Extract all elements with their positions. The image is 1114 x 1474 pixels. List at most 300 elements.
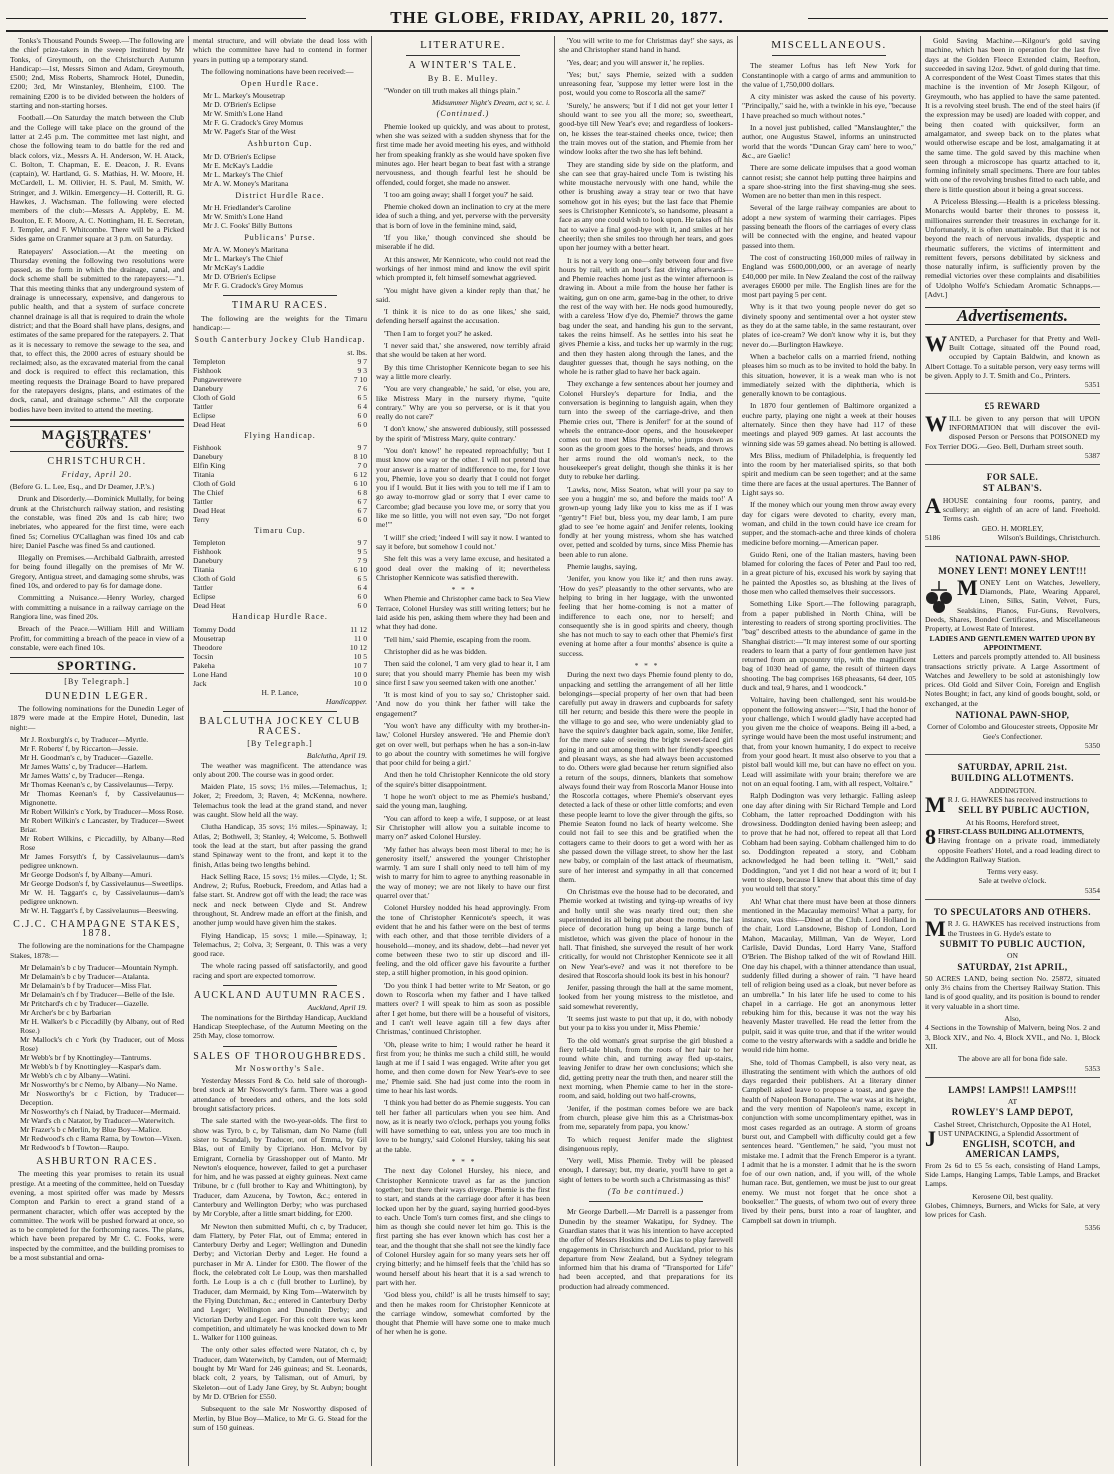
leger-intro: The following nominations for the Dunedin Leger of 1879 were made at the Empire Hotel, Dunedin, last night:—: [10, 704, 184, 732]
ad-sections: 4 Sections in the Township of Malvern, being Nos. 2 and 3, Block XIV., and No. 4, Block XVII., and No. 1, Block XII.: [925, 1023, 1100, 1051]
story-para: 'Yes; but,' says Phemie, seized with a sudden unreasoning fear, 'suppose my letter were lost in the post, would you come to Roscorla all the same?': [559, 69, 733, 98]
table-row: Titania 6 12: [193, 470, 367, 480]
story-para: 'Lawks, now, Miss Seaton, what will your pa say to see you a huggin' me so, and before the maids too!' A grown-up young lady like you to kiss me as if I was "gentry"! Fie! but, bless you, my dear lamb, I am pure glad to see 'ee home again' and Jenifer relents, looking fondly at her young mistress, whom she has watched over, petted and scolded by turns, since Miss Phemie has been able to run alone.: [559, 484, 733, 559]
balclutha-summary: The whole racing passed off satisfactorily, and good racing and sport are expected tomorrow.: [193, 961, 367, 980]
list-item: Mr Mallock's ch c York (by Traducer, out of Moss Rose): [20, 1035, 184, 1054]
subheading-flying-handicap: Flying Handicap.: [244, 430, 316, 440]
list-item: Mr Robert Wilkin's c York, by Traducer—Moss Rose.: [20, 806, 184, 816]
balclutha-weather: The weather was magnificent. The attendance was only about 200. The course was in good order.: [193, 760, 367, 779]
story-para: Jenifer, passing through the hall at the same moment, looked from her young mistress to the mistletoe, and said somewhat reverently,: [559, 983, 733, 1011]
story-para: Christopher did as he was bidden.: [384, 646, 487, 656]
table-row: Lone Hand 10 0: [193, 669, 367, 679]
lot-description: FIRST-CLASS BUILDING ALLOTMENTS,: [938, 826, 1084, 836]
story-para: And then he told Christopher Kennicote the old story of the squire's bitter disappointment.: [376, 770, 550, 789]
balclutha-clutha: Clutha Handicap, 35 sovs; 1½ miles.—Spinaway, 1; Atlas, 2; Bothwell, 3; Stanley, 4; Welcome, 5. Bothwell took the lead at the start, but after passing the grand stand Spinaway went to the front, and kept it to the finish, Atlas being two lengths behind.: [193, 822, 367, 869]
court-bench: (Before G. L. Lee, Esq., and Dr Deamer, J.P.'s.): [10, 482, 155, 492]
table-row: Dead Heat 6 0: [193, 601, 367, 611]
handicapper-title: Handicapper.: [325, 697, 367, 707]
article-gold-saving: Gold Saving Machine.—Kilgour's gold saving machine, which has been in operation for the last five days at the Golden Fleece Extended claim, Reefton, succeeded in saving 12oz. 9dwt. of gold during that time. A correspondent of the West Coast Times states that this machine is the invention of Mr Joseph Kilgour, of Greymouth, who has applied to have the same patented. It is a revolving steel brush. The end of the steel hairs (if the expression may be used) are loaded with copper, and being then coated with quicksilver, form an amalgamator, and sweep back on to the plates what would otherwise escape and be lost, amalgamating it at the same time. The gold saved by this machine when seen through a microscope has quartz attached to it, forming infinitely small specimens. There are four tables with one of the revolving brushes fitted to each table, and there is little question about it being a great success.: [925, 36, 1100, 194]
ad-title-2: NATIONAL PAWN-SHOP,: [955, 710, 1070, 720]
story-para: 'God bless you, child!' is all he trusts himself to say; and then he makes room for Christopher Kennicote at the carriage window, somewhat comforted by the thought that Phemie will have some one to make much of her when he is gone.: [376, 1290, 550, 1337]
ad-reference: 5351: [1084, 380, 1100, 390]
table-row: Tattler 6 4: [193, 583, 367, 593]
list-item: Mr W. Smith's Lone Hand: [203, 109, 283, 119]
ad-body: HOUSE containing four rooms, pantry, and scullery; an eighth of an acre of land. Freehold. Terms cash.: [942, 495, 1100, 524]
article-ashburton: The meeting this year promises to retain its usual prestige. At a meeting of the committee, held on Tuesday evening, a most spirited offer was made by Messrs Compton and Parkin to erect a grand stand of a permanent character, which offer was accepted by the committee. The work will be pushed forward at once, so as to be completed for the forthcoming races. The plans, which have been prepared by Mr C. C. Fooks, were inspected by the committee, and the building promises to be a most substantial and orna-: [10, 1169, 184, 1263]
story-para: To which request Jenifer made the slightest disingenuous reply,: [559, 1134, 733, 1153]
list-item: Mr H. Walker's b c Piccadilly (by Albany, out of Red Rose.): [20, 1017, 184, 1036]
ad-prices: From 2s 6d to £5 5s each, consisting of Hand Lamps, Side Lamps, Hanging Lamps, Table Lamps, and Bracket Lamps.: [925, 1160, 1100, 1189]
list-item: Mr J. Roxburgh's c, by Traducer—Myrtle.: [20, 734, 149, 744]
misc-item: The steamer Loftus has left New York for Constantinople with a cargo of arms and ammunition to the value of 1,750,000 dollars.: [742, 61, 916, 89]
drop-cap: A: [925, 492, 941, 518]
ad-building-allotments: [925, 758, 1100, 900]
story-para: 'Very well, Miss Phemie. Treby will be pleased enough, I daresay; but, my dearie, you'll have to get a sight of letters to be worth such a Christmassing as this!': [559, 1156, 733, 1184]
continued-note: (Continued.): [436, 109, 490, 119]
cjc-intro: The following are the nominations for the Champagne Stakes, 1878:—: [10, 941, 184, 960]
dateline: Auckland, April 19.: [307, 1003, 367, 1013]
table-row: Danebury 7 9: [193, 556, 367, 566]
ad-auction-line: SELL BY PUBLIC AUCTION,: [958, 805, 1090, 816]
list-item: Mr Webb's ch c by Albany—Watini.: [20, 1071, 131, 1081]
ad-reference: 5356: [1084, 1222, 1100, 1232]
table-row: Fishhook 9 5: [193, 547, 367, 557]
list-item: Mr D. O'Brien's Eclipse: [203, 100, 276, 110]
divider: [772, 55, 886, 56]
divider: [10, 419, 184, 421]
list-item: Mr W. H. Taggart's f, by Cassivelaunus—Beeswing.: [20, 905, 179, 915]
ad-lamp-types: ENGLISH, SCOTCH, and AMERICAN LAMPS,: [962, 1139, 1076, 1159]
columns: [6, 36, 1108, 1466]
story-para: It is not a very long one—only between four and five hours by rail, with an hour's fast driving afterwards—and Phemie reaches home just as the winter afternoon is drawing in. About a mile from the house her father is waiting, gun on one arm, game-bag in the other, to drive the rest of the way with her. He nods good humouredly, with a careless 'How d'ye do, Phemie?' throws the game bag under the seat, and handing his gun to the servant, takes the reins himself. As he settles into his seat he gives Phemie a kiss, and tucks her up warmly in the rug; and then they hasten along through the lanes, and the daughter guesses that, though he says nothing, on the whole he is rather glad to have her back again.: [559, 255, 733, 377]
ashburton-cup-list: [193, 152, 367, 188]
story-para: 'Tell him,' said Phemie, escaping from the room.: [384, 634, 531, 644]
epigraph-quote: "Wonder on till truth makes all things plain.": [384, 85, 521, 95]
story-para: She felt this was a very lame excuse, and hesitated a good deal over the making of it; nevertheless Christopher Kennicote was satisfied therewith.: [376, 554, 550, 582]
list-item: Mr W. Smith's Lone Hand: [203, 212, 283, 222]
story-para: 'Oh, please write to him; I would rather he heard it first from you; he thinks me such a child still, he would laugh at me if I said I was engaged. Write after you get home, and then come down for New Year's-eve to see me,' Phemie said. She had just come into the room in time to hear his last words.: [376, 1039, 550, 1095]
drop-cap: W: [925, 330, 947, 356]
table-row: The Chief 6 8: [193, 488, 367, 498]
story-para: Phemie choked down an inclination to cry at the mere idea of such a thing, and yet, perverse with the perversity that is born of love in the feminine mind, said,: [376, 202, 550, 230]
subheading-sc-handicap: South Canterbury Jockey Club Handicap.: [194, 335, 366, 345]
list-item: Mr Frazer's b c Merlin, by Blue Boy—Malice.: [20, 1125, 162, 1135]
section-break: * * *: [451, 585, 475, 595]
list-item: Mr Redwood's b f Towton—Raupo.: [20, 1143, 129, 1153]
list-item: Mr Pritchard's ch c by Traducer—Gazelle.: [20, 999, 149, 1009]
list-item: Mr George Dodson's f, by Albany—Amuri.: [20, 869, 153, 879]
court-drunk: Drunk and Disorderly.—Dominick Mullally, for being drunk at the Christchurch railway station, and resisting the constable, was fined 20s and 1s cab hire; two inebriates, who appeared for the first time, were each fined 5s; Cornelius O'Callaghan was fined 10s and cab hire; Daniel Pasche was fined 5s and cautioned.: [10, 494, 184, 550]
balclutha-maiden: Maiden Plate, 15 sovs; 1½ miles.—Telemachus, 1; Joker, 2; Freedom, 3; Raven, 4; McKenna, nowhere. Telemachus took the lead at the grand stand, and never was caught. Slow held all the way.: [193, 782, 367, 820]
epigraph-source: Midsummer Night's Dream, act v, sc. i.: [431, 98, 550, 108]
ad-cottage: [925, 331, 1100, 395]
ad-reference: 5353: [1084, 1063, 1100, 1073]
balclutha-flying: Flying Handicap, 15 sovs; 1 mile.—Spinaway, 1; Telemachus, 2; Colva, 3; Sergeant, 0. This was a very good race.: [193, 930, 367, 959]
misc-item: She, told of Thomas Campbell, is also very neat, as illustrating the sentiment with which the authors of old days regarded their publishers. At a literary dinner Campbell asked leave to propose a toast, and gave the health of Napoleon Bonaparte. The war was at its height, and the very mention of Napoleon's name, except in conjunction with some uncomplimentary epithet, was in most cases regarded as an outrage. A storm of groans burst out, and Campbell with difficulty could get a few sentences heard. "Gentlemen," he said, "you must not mistake me. I admit that the French Emperor is a tyrant. I admit that he is a monster. I admit that he is the sworn foe of our own nation, and, if you will, of the whole human race. But, gentlemen, we must be just to our great enemy. We must not forget that he once shot a bookseller." The guests, of whom two out of every three lived by their pens, burst into a roar of laughter, and Campbell sat down in triumph.: [742, 1057, 916, 1225]
ad-address: Wilson's Buildings, Christchurch.: [997, 532, 1100, 542]
weights-unit: st. lbs.: [347, 347, 367, 357]
drop-cap: M: [957, 574, 978, 600]
ad-address: Cashel Street, Christchurch, Opposite the A1 Hotel,: [933, 1119, 1092, 1129]
story-para: 'I don't know,' she answered dubiously, still possessed by the spirit of 'Mistress Mary, quite contrary.': [376, 424, 550, 443]
story-para: On Christmas eve the house had to be decorated, and Phemie worked at twisting and tying-up wreaths of ivy and holly until she was nearly tired out; then she superintended its all being put about the rooms, the last piece of decoration hung up being a large bunch of mistletoe, which was given the place of honour in the hall. That finished, she surveyed the result of her work critically, for would not Christopher Kennicote see it all on New Year's-eve? and was it not therefore to be desired that Roscorla should look its best in his honour?: [559, 887, 733, 980]
ad-body: ONEY Lent on Watches, Jewellery, Diamonds, Plate, Wearing Apparel, Linen, Silks, Satin, Velvet, Furs, Sealskins, Pianos, Fur-Guns, Revolvers, Deeds, Shares, Bonded Certificates, and Miscellaneous Property, at Lowest Rate of Interest.: [925, 577, 1100, 634]
section-break: * * *: [634, 661, 658, 670]
list-item: Mr Delamain's b c by Traducer—Atalanta.: [20, 972, 150, 982]
list-item: Mr Ward's ch c Natator, by Traducer—Waterwitch.: [20, 1116, 175, 1126]
table-row: Pakeha 10 7: [193, 660, 367, 670]
list-item: Mr James Forsyth's f, by Cassivelaunus—dam's pedigree unknown.: [20, 851, 184, 870]
subheading-handicap-hurdle: Handicap Hurdle Race.: [232, 612, 328, 622]
ad-body: ILL be given to any person that will UPON INFORMATION that will discover the evil-disposed Person or Persons that POISONED my Fox Terrier DOG.—Geo. Bell, Durham street south.: [925, 413, 1100, 451]
list-item: Mr L. Markey's Mousetrap: [203, 91, 285, 101]
sale-merlin: Subsequent to the sale Mr Nosworthy disposed of Merlin, by Blue Boy—Malice, to Mr G. G. Stead for the sum of 150 guineas.: [193, 1404, 367, 1432]
heading-dunedin-leger: DUNEDIN LEGER.: [45, 690, 149, 702]
story-para: 'It is most kind of you to say so,' Christopher said. 'And now do you think her father will take the engagement?': [376, 690, 550, 718]
story-para: 'I too am going away; shall I forget you?' he said.: [384, 189, 534, 199]
story-para: To the old woman's great surprise the girl blushed a fiery tell-tale blush, from the roots of her hair to her round white chin, and turning away fled up-stairs, leaving Jenifer to draw her own conclusions; which she did, getting pretty near the truth then, and nearer still the next morning, when Phemie came to her in the store-room, and said, holding out two half-crowns,: [559, 1035, 733, 1101]
sale-intro: Yesterday Messrs Ford & Co. held sale of thorough-bred stock at Mr Nosworthy's farm. There was a good attendance of breeders and others, and the lots sold brought satisfactory prices.: [193, 1076, 367, 1114]
story-byline: By B. E. Mulley.: [427, 73, 499, 83]
misc-item: In 1870 four gentlemen of Baltimore organized a euchre party, playing one night a week at their houses alternately. Since then they have had 117 of these meetings and played 909 games. At last accounts the winning side was 59 games ahead. No betting is allowed.: [742, 401, 916, 448]
table-row: Elfin King 7 0: [193, 461, 367, 471]
story-para: 'I think it is nice to do as one likes,' she said, defending herself against the accusation.: [376, 307, 550, 326]
table-row: Tattler 6 7: [193, 497, 367, 507]
story-para: 'I never said that,' she answered, now terribly afraid that she would be taken at her word.: [376, 341, 550, 360]
ad-speculators: [925, 903, 1100, 1078]
subheading-nosworthy-sale: Mr Nosworthy's Sale.: [235, 1063, 325, 1073]
ad-oil: Kerosene Oil, best quality.: [972, 1191, 1053, 1201]
column-1: [6, 36, 189, 1466]
pawnbroker-balls-icon: [925, 580, 953, 614]
balclutha-hack: Hack Selling Race, 15 sovs; 1½ miles.—Clyde, 1; St. Andrew, 2; Rufus, Roebuck, Freedom, and Atlas had a false start. St. Andrew got off with the lead; the race was neck and neck between Clyde and St. Andrew throughout, St. Andrew made an effort at the finish, and another jump would have given him the stakes.: [193, 871, 367, 928]
ad-bona-fide: The above are all for bona fide sale.: [957, 1054, 1068, 1064]
column-2: [189, 36, 372, 1466]
list-item: Mr L. Markey's The Chief: [203, 169, 283, 179]
table-row: Pungawerewere 7 10: [193, 374, 367, 384]
handicapper-name: H. P. Lance,: [261, 687, 299, 697]
list-item: Mr A. W. Money's Maritana: [203, 245, 289, 255]
story-para: 'Then I am to forget you?' he asked.: [384, 328, 493, 338]
story-para: Phemie looked up quickly, and was about to protest, when she was seized with a sudden shyness that for the first time made her avoid meeting his eyes, and withhold her from speaking frankly as she would have spoken five minutes ago. Her heart began to beat fast with a strange nervousness, and though fearful lest he should be offended, could forget, she made no answer.: [376, 121, 550, 187]
list-item: Mr J. C. Fooks' Billy Buttons: [203, 221, 293, 231]
table-row: Mousetrap 11 0: [193, 633, 367, 643]
story-para: By this time Christopher Kennicote began to see his way a little more clearly.: [376, 362, 550, 381]
court-peace: Breach of the Peace.—William Hill and William Profitt, for committing a breach of the peace in view of a constable, were each fined 10s.: [10, 624, 184, 652]
list-item: Mr A. W. Money's Maritana: [203, 178, 289, 188]
subheading-timaru-cup: Timaru Cup.: [254, 526, 306, 536]
divider: [406, 55, 520, 56]
ad-terms: Terms very easy.: [986, 867, 1039, 877]
ad-date: SATURDAY, 21st APRIL,: [957, 961, 1068, 972]
ad-address: Corner of Colombo and Gloucester streets, Opposite Mr Gee's Confectioner.: [927, 722, 1098, 741]
list-item: Mr W. H. Taggart's c, by Cassivelaunus—dam's pedigree unknown.: [20, 887, 184, 906]
timaru-intro: The following are the weights for the Timaru handicap:—: [193, 313, 367, 332]
court-premises: Illegally on Premises.—Archibald Galbraith, arrested for being found illegally on the premises of Mr W. Gregory, Antigua street, and damaging some shrubs, was fined 10s, and ordered to pay 6s for damage done.: [10, 553, 184, 591]
table-row: Cloth of Gold 6 5: [193, 392, 367, 402]
column-3: [372, 36, 555, 1466]
misc-item: Ah! What chat there must have been at those dinners mentioned in the Macaulay memoirs! What a party, for instance, was this—Dined at the Club. Lord Holland in the chair, Lord Lansdowne, Bishop of London, Lord Mahon, Macaulay, Millman, Van de Weyer, Lord Carlisle, David Dundas, Lord Harry Vane, Stafford O'Brien. The Bishop talked of the wit of Rowland Hill. One day his chapel, with a thinner attendance than usual, suddenly filled during a shower of rain. "I have heard tell of religion being used as a cloak, but never before as an umbrella." In his later life he used to come to his chapel in a carriage. He got an anonymous letter rebuking him for this, because it was not the way his heavenly Master travelled. He read the letter from the pulpit, said it was quite true, and that if the writer would come to the vestry afterwards with a saddle and bridle he would ride him home.: [742, 896, 916, 1055]
ad-notice: LADIES AND GENTLEMEN WAITED UPON BY APPOINTMENT.: [929, 633, 1096, 652]
story-para: They are standing side by side on the platform, and she can see that gray-haired uncle Tom is twisting his white moustache nervously with one hand, while the other is brushing away a stray tear or two that have somehow got in his eyes; but the last face that Phemie sees is Christopher Kennicote's, so handsome, pleasant a face as any one could wish to look upon. He takes off his hat to waive a final good-bye with it, and smiles at her cheerily; then she smiles too through her tears, and goes upon her journey with a better heart.: [559, 159, 733, 253]
ad-subtitle: ST ALBAN'S.: [982, 483, 1043, 494]
table-row: Cloth of Gold 6 5: [193, 574, 367, 584]
ad-body: UST UNPACKING, a Splendid Assortment of: [938, 1128, 1079, 1138]
story-para: 'You might have given a kinder reply than that,' he said.: [376, 285, 550, 304]
telegraph-note: [By Telegraph.]: [247, 738, 313, 748]
story-para: 'If you like,' though convinced she should be miserable if he did.: [376, 233, 550, 252]
ad-title: TO SPECULATORS AND OTHERS.: [933, 907, 1092, 918]
misc-item: Several of the large railway companies are about to adopt a new system of warming their carriages. Pipes passing beneath the floors of the carriages of every class will be connected with the engine, and heated vapour passed into them.: [742, 203, 916, 250]
story-para: 'Do you think I had better write to Mr Seaton, or go down to Roscorla when my father and I have talked matters over? I will speak to him as soon as possible after I get home, but there will be a houseful of visitors, and I can't well leave again till a few days after Christmas,' continued Christopher.: [376, 980, 550, 1037]
list-item: Mr James Watts' c, by Traducer—Renga.: [20, 770, 145, 780]
ad-land: 50 ACRES LAND, being section No. 25872, situated only 3½ chains from the Chertsey Railway Station. This land is of good quality, and its position is bound to render it very valuable in a short time.: [925, 973, 1100, 1011]
misc-item: If the money which our young men throw away every day for cigars were devoted to charity, every man, woman, and child in the town could have ice cream for supper, and the stomach-ache and three kinds of cholera medicine before morning.—American paper.: [742, 500, 916, 547]
ad-for-sale: [925, 468, 1100, 547]
sc-handicap-table: [193, 357, 367, 429]
list-item: Mr H. Goodman's c, by Traducer—Gazelle.: [20, 752, 153, 762]
ad-title: £5 REWARD: [984, 401, 1041, 412]
column-6: [921, 36, 1104, 1466]
list-item: Mr Nosworthy's ch f Naiad, by Traducer—Mermaid.: [20, 1107, 181, 1117]
misc-item: In a novel just published, called "Manslaughter," the author, one Augustus Stawel, informs an uninstructed world that the words "Duncan Gray cam' here to woo," &c., are Gaelic!: [742, 123, 916, 160]
cjc-list: [10, 963, 184, 1152]
story-title: A WINTER'S TALE.: [408, 60, 518, 72]
table-row: Dead Heat 6 7: [193, 506, 367, 516]
ad-reference: 5387: [1084, 450, 1100, 460]
article-darrell: Mr George Darbell.—Mr Darrell is a passenger from Dunedin by the steamer Wakatipu, for Sydney. The Guardian states that it was his intention to have accepted the offer of Messrs Hoskins and De Lias to play farewell engagements in Christchurch and Auckland, prior to his departure from New Zealand, but a Sydney telegram informed him that his drama of "Transported for Life" had been accepted, and that preparations for its production had already commenced.: [559, 1207, 733, 1291]
list-item: Mr E. McKay's Laddie: [203, 160, 273, 170]
ad-body-2: Having frontage on a private road, immediately opposite Feathers' Hotel, and a road leading direct to the Addington Railway Station.: [925, 836, 1100, 864]
list-item: Mr F. G. Cradock's Grey Momus: [203, 118, 304, 128]
divider: [223, 295, 337, 296]
ad-shop: ROWLEY'S LAMP DEPOT,: [951, 1107, 1074, 1118]
ad-body-2: Letters and parcels promptly attended to. All business transactions strictly private. A Large Assortment of Watches and Jewellery to be sold at astonishingly low prices. Old Gold and Silver Coin, Foreign and English Notes Bought; in fact, any kind of goods bought, sold, or exchanged, at the: [925, 652, 1100, 708]
story-para: 'You are very changeable,' he said, 'or else, you are, like Mistress Mary in the nursery rhyme, "quite contrary." Why are you so perverse, or is it that you really do not care?': [376, 384, 550, 422]
auckland-note: The nominations for the Birthday Handicap, Auckland Handicap Steeplechase, of the Autumn Meeting on the 25th May, close tomorrow.: [193, 1012, 367, 1041]
ad-time: Sale at twelve o'clock.: [978, 876, 1047, 886]
story-para: 'You won't have any difficulty with my brother-in-law,' Colonel Hursley answered. 'He and Phemie don't get on over well, but perhaps when he has a son-in-law to go about the country with sometimes he will forgive that poor child for being a girl.': [376, 721, 550, 768]
subheading-open-hurdle: Open Hurdle Race.: [240, 79, 320, 89]
column-5: [738, 36, 921, 1466]
list-item: Mr Delamain's b f by Traducer—Miss Flat.: [20, 981, 152, 991]
ad-body: R J. G. HAWKES has received instructions from the Trustees in G. Hyde's estate to: [947, 919, 1100, 938]
ad-pawn-shop: [925, 550, 1100, 755]
list-item: Mr Nosworthy's br c Nemo, by Albany—No Name.: [20, 1080, 178, 1090]
misc-item: Mrs Bliss, medium of Philadelphia, is frequently led into the room by her materialised spirits, so that both spirit and medium can be seen together; and at the same time there are faces at the usual apertures. The Banner of Light says so.: [742, 450, 916, 498]
story-para: 'You will write to me for Christmas day!' she says, as she and Christopher stand hand in hand.: [559, 36, 733, 55]
list-item: Mr D. O'Brien's Eclipse: [203, 272, 276, 282]
list-item: Mr Nosworthy's br c Fiction, by Traducer—Deception.: [20, 1089, 184, 1108]
ad-on: ON: [1007, 951, 1018, 961]
drop-cap: M: [925, 792, 946, 818]
story-para: 'You don't know!' he repeated reproachfully; 'but I must know one way or the other. I will not pretend that your answer is a matter of indifference to me, for I love you, Phemie, love you so dearly that I could not forget you if I would. But it lies with you to tell me if I am to go away to-morrow glad or sorry that I ever came to Carcombe; glad because you love me, or sorry that you like me so little, you will not even say, "Do not forget me!"': [376, 445, 550, 530]
list-item: Mr Redwood's ch c Rama Rama, by Towton—Vixen.: [20, 1134, 183, 1144]
story-para: 'Surely,' he answers; 'but if I did not get your letter I should want to see you all the more; so, sweetheart, good-bye till New Year's eve; and regardless of lookers-on, he kisses the tear-stained cheeks once, twice; then the train moves out of the station, and Phemie from her window looks after the two she has left behind.: [559, 100, 733, 157]
subheading-ashburton-cup: Ashburton Cup.: [247, 139, 313, 149]
story-para: The next day Colonel Hursley, his niece, and Christopher Kennicote travel as far as the junction together; but there their ways diverge. Phemie is the first to start, and stands at the carriage door after it has been locked upon her by the guard, saying hurried good-byes to each. Uncle Tom's turn comes first, and she clings to him as though she could never let him go. This is the first parting she has ever known which has cost her a tear, and the thought that she shall not see the kindly face of Colonel Hursley again for so many years sets her off crying bitterly; and he himself feels that the 'child has so wound herself about his heart that it is a sad wrench to part with her.: [376, 1166, 550, 1287]
sale-mufti: Mr Newton then submitted Mufti, ch c, by Traducer, dam Flattery, by Peter Flat, out of Emma; entered in Canterbury Derby and Leger; Wellington and Dunedin Derby; and Victorian Derby and Leger. He found a purchaser in Mr A. Linder for £300. The flower of the flock, the celebrated colt Le Loup, was then marshalled forth. Le Loup is a ch c (full brother to Lurline), by Traducer, dam Mermaid, by King Tom—Waterwitch by the Flying Dutchman, &c.; entered in Canterbury Derby and Leger; Wellington and Dunedin Derby; and Victorian Derby and Leger. For this colt there was keen competition, and ultimately he was knocked down to Mr L. Walker for 1100 guineas.: [193, 1221, 367, 1343]
story-para: 'You can afford to keep a wife, I suppose, or at least Sir Christopher will allow you a suitable income to marry on?' asked Colonel Hursley.: [376, 813, 550, 842]
story-para: 'It seems just waste to put that up, it do, with nobody but your pa to kiss you under it, Miss Phemie.': [559, 1013, 733, 1033]
ad-footer: [925, 533, 1100, 542]
story-para: Colonel Hursley nodded his head approvingly. From the tone of Christopher Kennicote's speech, it was evident that he and his father were on the best of terms with each other, and that those terrible dividers of a household—money, and its shadow, debt—had never yet come between these two to stir up discord and ill-feeling, and the old officer gave his favourite a further step, a still higher promotion, in his good opinion.: [376, 903, 550, 978]
ad-subtitle: BUILDING ALLOTMENTS.: [950, 773, 1075, 784]
misc-item: Why is it that two young people never do get so divinely spoony and sentimental over a hot oyster stew as they do at the same table, in the same restaurant, over plates of ice-cream? We don't know why it is, but they never do.—Burlington Hawkeye.: [742, 302, 916, 349]
table-row: Templeton 9 7: [193, 538, 367, 548]
table-row: Cloth of Gold 6 10: [193, 479, 367, 489]
list-item: Mr Archer's br c by Barbarian: [20, 1008, 111, 1018]
subheading-publicans-purse: Publicans' Purse.: [244, 233, 316, 243]
heading-miscellaneous: MISCELLANEOUS.: [771, 39, 887, 51]
timaru-cup-table: [193, 538, 367, 610]
story-para: Phemie laughs, saying,: [567, 562, 638, 572]
ad-body: ANTED, a Purchaser for that Pretty and Well-Built Cottage, situated off the Pound road, occupied by Captain Baldwin, and known as Albert Cottage. To a suitable person, very easy terms will be given. Apply to J. T. Smith and Co., Printers.: [925, 333, 1100, 380]
heading-ashburton-races: ASHBURTON RACES.: [36, 1156, 158, 1168]
ad-title: FOR SALE.: [986, 472, 1039, 483]
misc-item: Something Like Sport.—The following paragraph, from a paper published in North China, will be interesting to readers of strong sporting proclivities. The "bag" described attests to the abundance of game in the Shanghai district:—"It may interest some of our sporting readers to learn that a party of four gentlemen have just returned from an upcountry trip, with the magnificent bag of 1030 head of game, the result of thirteen days shooting. The bag comprises 168 pheasants, 64 deer, 105 duck and teal, 9 hares, and 1 woodcock.": [742, 599, 916, 692]
heading-literature: LITERATURE.: [420, 39, 506, 51]
ad-lamps: [925, 1081, 1100, 1236]
article-football: Football.—On Saturday the match between the Club and the College will take place on the ground of the latter at 2.45 p.m. The committee met last night, and chose the following team to do battle for the red and black colors, viz., Messrs A. H. Anderson, W. H. Atack, C. Bolton, T. Chapman, E. E. Deacon, J. R. Evans (captain), W. Hartland, G. S. Mathias, H. W. Moore, H. McCardell, L. M. Ollivier, H. S. Paul, M. Smith, W. Stringer, and J. Wilkin. Emergency—H. Cotterill, R. G. Hawkes, J. Wachsman. The following were elected members of the club:—Messrs A. Appleby, E. M. Boulton, E. F. Moore, A. C. Nottingham, H. E. Secretan, J. Templer, and F. Whitcombe. There will be a Picked Sides game on Cranmer square at 3 p.m. on Saturday.: [10, 113, 184, 244]
list-item: Mr Thomas Keenan's c, by Cassivelaunus—Terpy.: [20, 779, 174, 789]
misc-item: Voltaire, having been challenged, sent his would-be opponent the following answer:—"Sir, I had the honor of your challenge, which I would gladly have accepted had you given me the choice of weapons. Being ill a-bed, a syringe would have been the most useful instrument; and that, from your known humanity, I do expect to receive from your good heart. It must also observe to you that a pistol ball would kill me, but can have no effect on you. Lead will assimilate with your brain; therefore we are not on an equal footing. I am, with all respect, Voltaire.": [742, 695, 916, 788]
to-be-continued: (To be continued.): [607, 1187, 685, 1197]
court-nuisance: Committing a Nuisance.—Henry Worley, charged with committing a nuisance in a railway carriage on the Rangiora line, was fined 20s.: [10, 593, 184, 621]
divider: [223, 985, 337, 986]
ad-title: NATIONAL PAWN-SHOP.: [955, 554, 1070, 565]
table-row: Tommy Dodd 11 12: [193, 624, 367, 634]
article-ratepayers: Ratepayers' Association.—At the meeting on Thursday evening the following two resolutions were passed, as the form in which the drainage, canal, and dock scheme shall be submitted to the ratepayers:—"1. That this meeting thinks that any underground system of drainage is unnecessary, expensive, and dangerous to public health, and that a system of surface concrete channel drainage is all that is required to drain the whole district; and that the Board shall have plans, designs, and estimates of the same prepared for the ratepayers. 2. That as it is necessary to remove the sewage to the sea, and that, to effect this, the 2000 acres of estuary should be reclaimed; also, as the excavated material from the canal and dock is required to effect this reclamation, this meeting requests the Drainage Board to have prepared for the ratepayers designs, plans, and estimates of the dock, canal, and drainage scheme." All the corporate bodies have been invited to attend the meeting.: [10, 246, 184, 414]
drop-cap: W: [925, 410, 947, 436]
table-row: Dead Heat 6 0: [193, 419, 367, 429]
ad-body: R J. G. HAWKES has received instructions to: [947, 795, 1088, 805]
story-para: Then said the colonel, 'I am very glad to hear it, I am sure; that you should marry Phemie has been my wish since first I saw you seemed taken with one another.': [376, 659, 550, 687]
list-item: Mr George Dodson's f, by Cassivelaunus—Sweetlips.: [20, 878, 184, 888]
article-tonks-sweep: Tonks's Thousand Pounds Sweep.—The following are the chief prize-takers in the sweep instituted by Mr Tonks, of Greymouth, on the Christchurch Autumn Handicap:—1st, Messrs Simon and Adam, Greymouth, £500; 2nd, Miss Roberts, Shamrock Hotel, Dunedin, £200; 3rd, Mr Winstanley, Blenheim, £100. The remaining £200 is to be divided between the holders of starting and non-starting horses.: [10, 36, 184, 111]
story-para: 'I hope he won't object to me as Phemie's husband,' said the young man, laughing.: [376, 792, 550, 811]
table-row: Tocsin 10 5: [193, 651, 367, 661]
misc-item: The cost of constructing 160,000 miles of railway in England was £600,000,000, or an average of nearly £40,000 per mile. In New Zealand the cost of the railway averages £6000 per mile. The English lines are for the most part paying 5 per cent.: [742, 252, 916, 300]
telegraph-note: [By Telegraph.]: [64, 677, 130, 687]
ad-place: ADDINGTON.: [988, 785, 1037, 795]
ad-venue: At his Rooms, Hereford street,: [965, 817, 1060, 827]
story-para: 'I will!' she cried; 'indeed I will say it now. I wanted to say it before, but somehow I could not.': [376, 532, 550, 551]
article-priceless-blessing: A Priceless Blessing.—Health is a priceless blessing. Monarchs would barter their thrones to possess it, millionaires surrender their treasures in exchange for it. Unfortunately, it is often unattainable. But that it is not beyond the reach of nervous invalids, dyspeptic and rheumatic sufferers, the victims of intermittent and remittent fevers, persons debilitated by sickness and those naturally infirm, is sufficiently proven by the remedial victories over these complaints and disabilities of Udolpho Wolfe's Schiedam Aromatic Schnapps.—[Advt.]: [925, 197, 1100, 300]
lot-count: 8: [925, 823, 936, 849]
table-row: Tattler 6 4: [193, 401, 367, 411]
flying-handicap-table: [193, 443, 367, 524]
story-para: 'My father has always been most liberal to me; he is generosity itself,' answered the younger Christopher warmly. 'I am sure I shall only need to tell him of my wish to marry for him to agree to anything reasonable in the way of money; we are not likely to have our first quarrel over that.': [376, 844, 550, 901]
table-row: Eclipse 6 0: [193, 410, 367, 420]
dateline: Balclutha, April 19.: [306, 751, 367, 761]
court-date: Friday, April 20.: [61, 469, 133, 479]
heading-christchurch: CHRISTCHURCH.: [47, 456, 147, 468]
section-break: * * *: [451, 1157, 475, 1167]
table-row: Danebury 7 6: [193, 383, 367, 393]
story-para: 'Jenifer, if the postman comes before we are back from church, please give him this as a Christmas-box from me, separately from papa, you know.': [559, 1103, 733, 1132]
handicap-hurdle-table: [193, 625, 367, 688]
list-item: Mr F. G. Cradock's Grey Momus: [203, 281, 304, 291]
list-item: Mr Webb's b f by Knottingley—Kaspar's dam.: [20, 1062, 161, 1072]
ad-also: Also,: [1004, 1014, 1021, 1024]
drop-cap: J: [925, 1125, 936, 1151]
story-para: 'Yes, dear; and you will answer it,' he replies.: [567, 57, 705, 67]
heading-balclutha: BALCLUTHA JOCKEY CLUB RACES.: [199, 716, 361, 737]
ad-accessories: Globes, Chimneys, Burners, and Wicks for Sale, at very low prices for Cash.: [925, 1201, 1100, 1220]
misc-item: Guido Reni, one of the Italian masters, having been blamed for coloring the faces of Peter and Paul too red, in a great picture of his, excused his work by saying that he painted the Apostles so, as blushing at the lives of those men who called themselves their successors.: [742, 549, 916, 597]
table-row: Titania 6 10: [193, 565, 367, 575]
list-item: Mr L. Markey's The Chief: [203, 254, 283, 264]
ad-title: SATURDAY, APRIL 21st.: [957, 762, 1068, 773]
list-item: Mr Delamain's b c by Traducer—Mountain Nymph.: [20, 963, 179, 973]
misc-item: There are some delicate impulses that a good woman cannot resist; she cannot help putting three hairpins and a spare shoe-string into the first shaving-mug she sees. Women are no better than men in this respect.: [742, 163, 916, 201]
ad-at: AT: [1007, 1097, 1018, 1107]
ad-reference: 5354: [1084, 885, 1100, 895]
ad-lots: [925, 823, 1100, 849]
masthead: [6, 6, 1108, 32]
heading-advertisements: Advertisements.: [925, 307, 1100, 324]
table-row: Eclipse 6 0: [193, 592, 367, 602]
district-hurdle-list: [193, 203, 367, 230]
story-para: They exchange a few sentences about her journey and Colonel Hursley's departure for India, and the conversation is beginning to languish again, when they turn into the sweep of the carriage-drive, and then Phemie cries out, 'There is Jenifer!' for at the sound of wheels the entrance-door opens, and the housekeeper comes out to meet Miss Phemie, who jumps down as soon as the groom goes to the horses' heads, and throws her arms round the old woman's neck, to the housekeeper's great delight, though she thinks it is her duty to rebuke her darling.: [559, 379, 733, 482]
nominations-intro: The following nominations have been received:—: [201, 66, 354, 76]
heading-timaru-races: TIMARU RACES.: [231, 300, 329, 312]
story-para: 'Jenifer, you know you like it;' and then runs away. 'How do yes?' pleasantly to the other servants, who are helping to bring in her luggage, with the unwonted feeling that her home-coming is not a matter of indifference to each one, nor to herself; and consequently she is in good spirits and cheery, though she has not much to say to each other that Phemie's first evening at home after a four months' absence is quite a success.: [559, 574, 733, 658]
misc-item: When a bachelor calls on a married friend, nothing pleases him so much as to be invited to hold the baby. In this situation, however, it is a weak man who is not immediately seized with the diphtheria, which is generally known to be contagious.: [742, 351, 916, 399]
story-para: 'I think you had better do as Phemie suggests. You can tell her father all particulars when you see him. And now, as it is nearly two o'clock, perhaps you young folks will have something to eat, unless you are too much in love to be hungry,' said Colonel Hursley, taking his seat at the table.: [376, 1098, 550, 1154]
divider: [589, 1201, 703, 1202]
misc-item: Ralph Dodington was very lethargic. Falling asleep one day after dining with Sir Richard Temple and Lord Cobham, the latter reproached Doddington with his drowsiness. Doddington denied having been asleep; and to prove that he had not, offered to repeat all that Lord Cobham had been saying. Cobham challenged him to do so. Doddington repeated a story, and Cobham acknowledged he had been telling it. "Well," said Doddington, "and yet I did not hear a word of it; but I went to sleep, because I knew that about this time of day you would tell that story.": [742, 791, 916, 894]
table-row: Theodore 10 12: [193, 642, 367, 652]
heading-sporting: SPORTING.: [10, 657, 184, 674]
masthead-right-rule: [808, 18, 1108, 19]
ad-signature: GEO. H. MORLEY,: [981, 523, 1044, 533]
masthead-title: THE GLOBE, FRIDAY, APRIL 20, 1877.: [390, 8, 724, 27]
list-item: Mr Thomas Keenan's f, by Cassivelaunus—Mignonette.: [20, 788, 184, 807]
table-row: Terry 6 0: [193, 515, 367, 525]
list-item: Mr W. Paget's Star of the West: [203, 127, 296, 137]
sale-tyro: The sale started with the two-year-olds. The first to show was Tyro, b c, by Talisman, dam No Name (full sister to Scandal), by Traducer, out of Emma, by Gil Blas, out of Emily by Cipriano. Hon. McIvor by Emigrant, Cornelia by Grasshopper out of Manto. Mr Newton's eloquence, however, failed to get a purchaser for him, and he was passed at eighty guineas. Next came Tribune, br c (full brother to Kay and Whittington), by Traducer, dam Azucena, by Towton, &c.; entered in Canterbury and Wellington Derby; who was purchased by Mr Coryble, after a little smart bidding, for £200.: [193, 1116, 367, 1219]
sale-others: The only other sales effected were Natator, ch c, by Traducer, dam Waterwitch, by Camden, out of Mermaid; bought by Mr Ward for 246 guineas; and St. Leonards, black colt, 2 years, by Talisman, out of Amuri, by Skeleton—out of Lady Jane Grey, by St. Aubyn; bought by Mr D. O'Brien for £550.: [193, 1345, 367, 1401]
column-4: [555, 36, 738, 1466]
heading-sales-thoroughbreds: SALES OF THOROUGHBREDS.: [193, 1050, 367, 1062]
leger-list: [10, 735, 184, 915]
open-hurdle-list: [193, 91, 367, 136]
heading-magistrates-courts: MAGISTRATES' COURTS.: [10, 426, 184, 453]
ad-subtitle: MONEY LENT! MONEY LENT!!!: [938, 565, 1087, 576]
list-item: Mr Robert Wilkin's c Lancaster, by Traducer—Sweet Briar.: [20, 815, 184, 834]
list-item: Mr F. Roberts' f, by Riccarton—Jessie.: [20, 743, 139, 753]
subheading-district-hurdle: District Hurdle Race.: [235, 190, 325, 200]
ad-auction-line: SUBMIT TO PUBLIC AUCTION,: [939, 938, 1086, 949]
table-row: Danebury 8 10: [193, 452, 367, 462]
divider: [223, 1046, 337, 1047]
table-row: Fishhook 9 7: [193, 443, 367, 453]
misc-item: A city minister was asked the cause of his poverty. "Principally," said he, with a twinkle in his eye, "because I have preached so much without notes.": [742, 92, 916, 120]
ad-reference: 5186: [925, 532, 941, 542]
article-ashburton-cont: mental structure, and will obviate the dead loss with which the committee have had to contend in former years in putting up a temporary stand.: [193, 36, 367, 64]
ad-reward: [925, 397, 1100, 465]
list-item: Mr Delamain's ch f by Traducer—Belle of the Isle.: [20, 990, 175, 1000]
heading-auckland-autumn: AUCKLAND AUTUMN RACES.: [193, 990, 367, 1002]
drop-cap: M: [925, 916, 946, 942]
masthead-left-rule: [6, 18, 306, 19]
story-para: During the next two days Phemie found plenty to do, unpacking and settling the arrangement of all her little belongings—special property of her own that had been carefully put away in drawers and cupboards for safety till her return; and beside this there were the people in the village to go and see, who were undeniably glad to have the squire's daughter back again, some, like Jenifer, for the mere sake of seeing the bright sweet-faced girl going in and out among them with her friendly speeches and pleasant ways, as she had always been accustomed to do. Others were glad because her return signified also a return of the soups, dinners, blankets that somehow always found their way from Roscorla Manor House into the Roscorla cottages, where Phemie's observant eyes detected a lack of these or other little comforts; and even these people learnt to love the giver through the gifts, so Phemie Seaton found no lack of hearty welcome. She could not fail to see this and be gratified when the cottagers came to their doors to get a word with her as she passed down the village street, to show her the last new baby, or complain of the last attack of rheumatism, sure of her interest and sympathy in all that concerned them.: [559, 670, 733, 884]
list-item: Mr D. O'Brien's Eclipse: [203, 151, 276, 161]
list-item: Mr Webb's br f by Knottingley—Tantrums.: [20, 1053, 152, 1063]
divider: [223, 711, 337, 712]
